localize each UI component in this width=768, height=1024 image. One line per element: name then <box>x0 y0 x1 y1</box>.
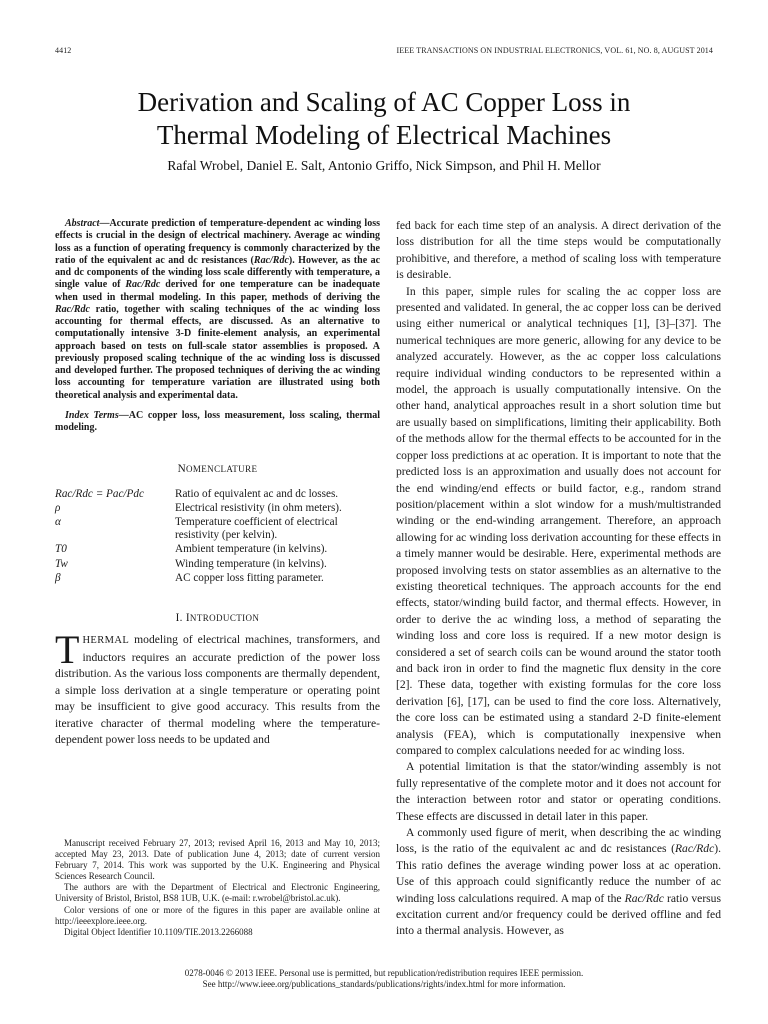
right-column <box>396 218 721 940</box>
right-paragraph-2: In this paper, simple rules for scaling the ac copper loss are presented and validated. In general, the ac copper loss can be derived using either numerical or analytical techniques [1], [3]–[37]. The numerical techniques are more generic, allowing for any device to be analyzed accurately. However, as the ac copper loss calculations require individual winding conductors to be represented within a model, the approach is usually computationally intensive. On the other hand, analytical approaches result in a short solution time but are usually based on simplifications, limiting their applicability. Both of the methods allow for the thermal effects to be accounted for in the copper loss predictions at ac operation. It is important to note that the predicted loss is an approximation and usually does not account for the end winding/end effects or build factor, e.g., random strand position/placement within a slot window for a mush/multistranded winding or the end-winding arrangement. Therefore, an approach allowing for ac winding loss derivation accounting for these effects in a timely manner would be desirable. Here, experimental methods are proposed involving tests on stator assemblies as an alternative to the existing theoretical techniques. The approach accounts for the end effects, stator/winding build factor, and thermal effects. However, in order to derive the ac winding loss, a method of separating the winding loss and core loss is required. If a new motor design is considered a set of search coils can be wound around the stator tooth and back iron in order to find the magnetic flux density in the core [2]. These data, together with existing formulas for the core loss derivation [6], [17], can be used to find the core loss. Alternatively, the core loss can be estimated using a standard 2-D finite-element analysis (FEA), which is computationally inexpensive when compared to complex calculations needed for ac winding loss. <box>396 284 721 757</box>
nomenclature-definition: Winding temperature (in kelvins). <box>175 557 327 570</box>
right-paragraph-1: fed back for each time step of an analysis. A direct derivation of the loss distribution for all the time steps would be computationally prohibitive, and therefore, a method of scaling loss with temperature is desirable. <box>396 219 721 282</box>
ratio-math-1: Rac/Rdc <box>674 842 715 856</box>
footnote-affiliation: The authors are with the Department of Electrical and Electronic Engineering, University of Bristol, Bristol, BS8 1UB, U.K. (e-mail: r.wrobel@bristol.ac.uk). <box>55 882 380 904</box>
nomenclature-definition: AC copper loss fitting parameter. <box>175 571 324 584</box>
drop-cap: T <box>55 627 80 673</box>
nomenclature-table <box>55 488 380 586</box>
abstract-math-1: Rac/Rdc <box>253 254 289 266</box>
abstract-math-3: Rac/Rdc <box>55 303 90 315</box>
journal-header: IEEE TRANSACTIONS ON INDUSTRIAL ELECTRONICS, VOL. 61, NO. 8, AUGUST 2014 <box>396 46 713 55</box>
page-number: 4412 <box>55 46 72 55</box>
nomenclature-row <box>55 502 380 516</box>
index-terms: Index Terms—AC copper loss, loss measurement, loss scaling, thermal modeling. <box>55 409 380 433</box>
nomenclature-definition: Ratio of equivalent ac and dc losses. <box>175 487 339 500</box>
nomenclature-definition: Temperature coefficient of electrical resistivity (per kelvin). <box>175 516 338 542</box>
nomenclature-symbol: Rac/Rdc = Pac/Pdc <box>55 487 144 500</box>
ratio-math-2: Rac/Rdc <box>624 891 664 905</box>
nomenclature-symbol: Tw <box>55 557 68 570</box>
footnote-doi: Digital Object Identifier 10.1109/TIE.2013.2266088 <box>64 926 253 937</box>
footnote-color: Color versions of one or more of the figures in this paper are available online at http://ieeexplore.ieee.org. <box>55 904 380 926</box>
authors: Rafal Wrobel, Daniel E. Salt, Antonio Griffo, Nick Simpson, and Phil H. Mellor <box>167 158 601 173</box>
copyright-line: 0278-0046 © 2013 IEEE. Personal use is permitted, but republication/redistribution requires IEEE permission. <box>184 968 584 978</box>
left-column <box>55 218 380 748</box>
nomenclature-heading: NOMENCLATURE <box>177 463 258 476</box>
nomenclature-symbol: T0 <box>55 543 67 556</box>
rights-url-line: See http://www.ieee.org/publications_standards/publications/rights/index.html for more information. <box>202 979 566 990</box>
paper-title <box>0 86 768 152</box>
nomenclature-row <box>55 558 380 572</box>
abstract-label: Abstract <box>65 218 100 229</box>
title-line-1: Derivation and Scaling of AC Copper Loss in <box>137 87 631 117</box>
nomenclature-row <box>55 543 380 557</box>
right-paragraph-4: A commonly used figure of merit, when describing the ac winding loss, is the ratio of the equivalent ac and dc resistances (Rac/Rdc). This ratio defines the average winding power loss at ac operation. Use of this approach could significantly reduce the number of ac winding loss calculations required. A map of the Rac/Rdc ratio versus excitation current and/or frequency could be derived offline and fed into a thermal analysis. However, as <box>396 826 721 938</box>
introduction-heading: I. INTRODUCTION <box>175 612 260 625</box>
title-line-2: Thermal Modeling of Electrical Machines <box>156 120 612 150</box>
nomenclature-row <box>55 516 380 543</box>
nomenclature-definition: Electrical resistivity (in ohm meters). <box>175 501 342 514</box>
nomenclature-row <box>55 572 380 586</box>
abstract: Abstract—Accurate prediction of temperature-dependent ac winding loss effects is crucial in the design of electrical machinery. Average ac winding loss as a function of operating frequency is commonly characterized by the ratio of the equivalent ac and dc resistances (Rac/Rdc). However, as the ac and dc components of the winding loss scale differently with temperature, a single value of Rac/Rdc derived for one temperature can be inadequate when used in thermal modeling. In this paper, methods of deriving the Rac/Rdc ratio, together with scaling techniques of the ac winding loss accounting for thermal effects, are discussed. As an alternative to computationally intensive 3-D finite-element analysis, an experimental approach based on tests on full-scale stator assemblies is proposed. A previously proposed scaling technique of the ac winding loss is discussed and developed further. The proposed techniques of deriving the ac winding loss accounting for temperature variation are illustrated using both theoretical analysis and experimental data. <box>55 218 381 401</box>
footnotes <box>55 838 380 938</box>
nomenclature-definition: Ambient temperature (in kelvins). <box>175 543 328 556</box>
abstract-math-2: Rac/Rdc <box>125 279 161 291</box>
nomenclature-symbol: ρ <box>55 501 61 514</box>
footnote-received: Manuscript received February 27, 2013; revised April 16, 2013 and May 10, 2013; accepted May 23, 2013. Date of publication June 4, 2013; date of current version February 7, 2014. This work was supported by the U.K. Engineering and Physical Sciences Research Council. <box>55 838 380 882</box>
right-paragraph-3: A potential limitation is that the stator/winding assembly is not fully representative of the complete motor and it does not account for the interaction between rotor and stator or operating conditions. These effects are discussed in detail later in this paper. <box>396 760 721 823</box>
nomenclature-symbol: α <box>55 516 61 529</box>
index-terms-label: Index Terms <box>65 409 119 421</box>
nomenclature-symbol: β <box>55 571 61 584</box>
intro-paragraph: THERMAL modeling of electrical machines, transformers, and inductors requires an accurate prediction of the power loss distribution. As the various loss components are thermally dependent, a simple loss derivation at a single temperature or operating point may be insufficient to give good accuracy. This results from the iterative character of thermal modeling where the temperature-dependent power loss needs to be updated and <box>55 627 380 746</box>
copyright-footer <box>0 968 768 991</box>
nomenclature-row <box>55 488 380 502</box>
